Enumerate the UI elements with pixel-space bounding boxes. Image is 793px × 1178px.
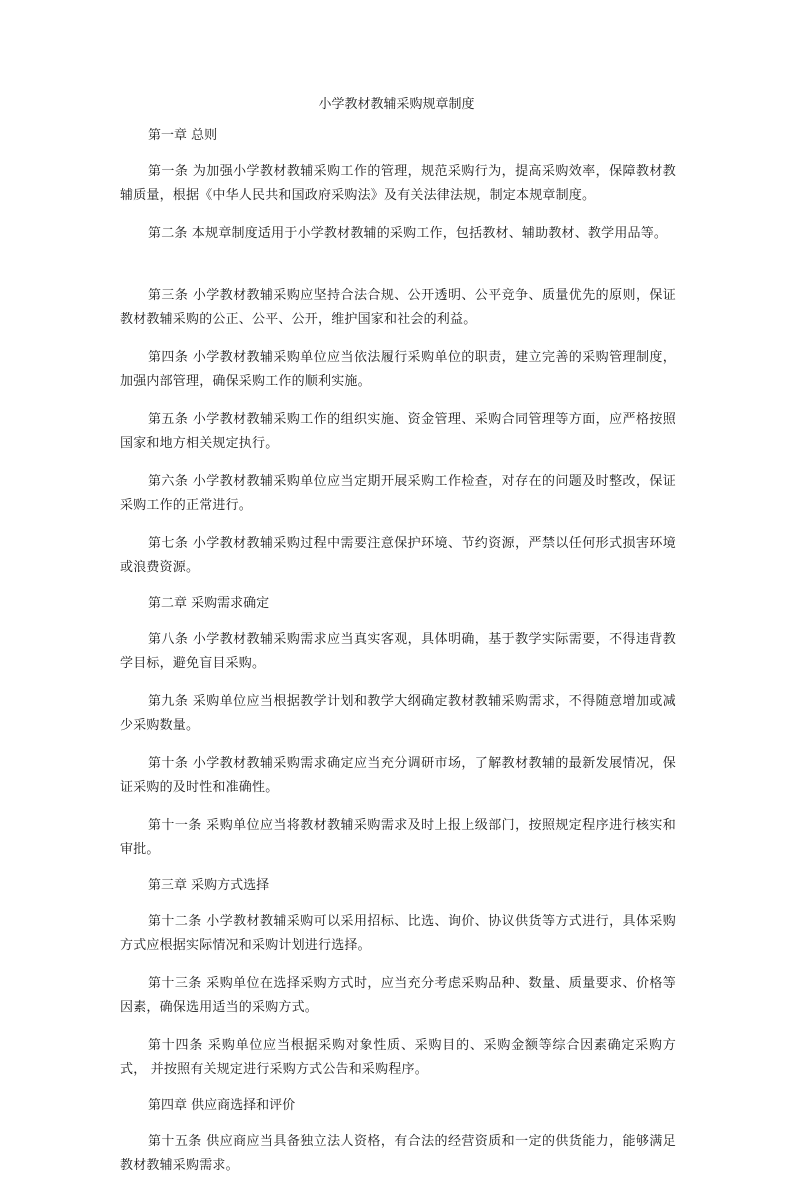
article-paragraph: 第二条 本规章制度适用于小学教材教辅的采购工作，包括教材、辅助教材、教学用品等。 <box>148 226 668 241</box>
document-body <box>120 126 676 1178</box>
article-paragraph: 第六条 小学教材教辅采购单位应当定期开展采购工作检查，对存在的问题及时整改，保证 采购工作的正常进行。 <box>120 474 676 513</box>
article-paragraph: 第十一条 采购单位应当将教材教辅采购需求及时上报上级部门，按照规定程序进行核实和 审批。 <box>120 818 676 857</box>
article-paragraph: 第十四条 采购单位应当根据采购对象性质、采购目的、采购金额等综合因素确定采购方式， 并按照有关规定进行采购方式公告和采购程序。 <box>120 1038 676 1077</box>
article-paragraph: 第十条 小学教材教辅采购需求确定应当充分调研市场，了解教材教辅的最新发展情况，保 证采购的及时性和准确性。 <box>120 756 676 795</box>
chapter-heading: 第四章 供应商选择和评价 <box>148 1098 296 1113</box>
article-paragraph: 第十五条 供应商应当具备独立法人资格，有合法的经营资质和一定的供货能力，能够满足 教材教辅采购需求。 <box>120 1134 676 1173</box>
article-paragraph: 第九条 采购单位应当根据教学计划和教学大纲确定教材教辅采购需求，不得随意增加或减 少采购数量。 <box>120 694 676 733</box>
article-paragraph: 第七条 小学教材教辅采购过程中需要注意保护环境、节约资源，严禁以任何形式损害环境 或浪费资源。 <box>120 536 676 575</box>
chapter-heading: 第三章 采购方式选择 <box>148 878 270 893</box>
article-paragraph: 第一条 为加强小学教材教辅采购工作的管理，规范采购行为，提高采购效率，保障教材教 辅质量，根据《中华人民共和国政府采购法》及有关法律法规，制定本规章制度。 <box>120 164 676 203</box>
chapter-heading: 第二章 采购需求确定 <box>148 596 270 611</box>
article-paragraph: 第五条 小学教材教辅采购工作的组织实施、资金管理、采购合同管理等方面，应严格按照 国家和地方相关规定执行。 <box>120 412 676 451</box>
article-paragraph: 第三条 小学教材教辅采购应坚持合法合规、公开透明、公平竞争、质量优先的原则，保证 教材教辅采购的公正、公平、公开，维护国家和社会的利益。 <box>120 288 676 327</box>
article-paragraph: 第八条 小学教材教辅采购需求应当真实客观，具体明确，基于教学实际需要，不得违背教 学目标，避免盲目采购。 <box>120 632 676 671</box>
document-title: 小学教材教辅采购规章制度 <box>318 97 475 112</box>
chapter-heading: 第一章 总则 <box>148 128 218 143</box>
article-paragraph: 第四条 小学教材教辅采购单位应当依法履行采购单位的职责，建立完善的采购管理制度， 加强内部管理，确保采购工作的顺利实施。 <box>120 350 676 389</box>
article-paragraph: 第十三条 采购单位在选择采购方式时，应当充分考虑采购品种、数量、质量要求、价格等 因素，确保选用适当的采购方式。 <box>120 976 676 1015</box>
article-paragraph: 第十二条 小学教材教辅采购可以采用招标、比选、询价、协议供货等方式进行，具体采购 方式应根据实际情况和采购计划进行选择。 <box>120 914 676 953</box>
